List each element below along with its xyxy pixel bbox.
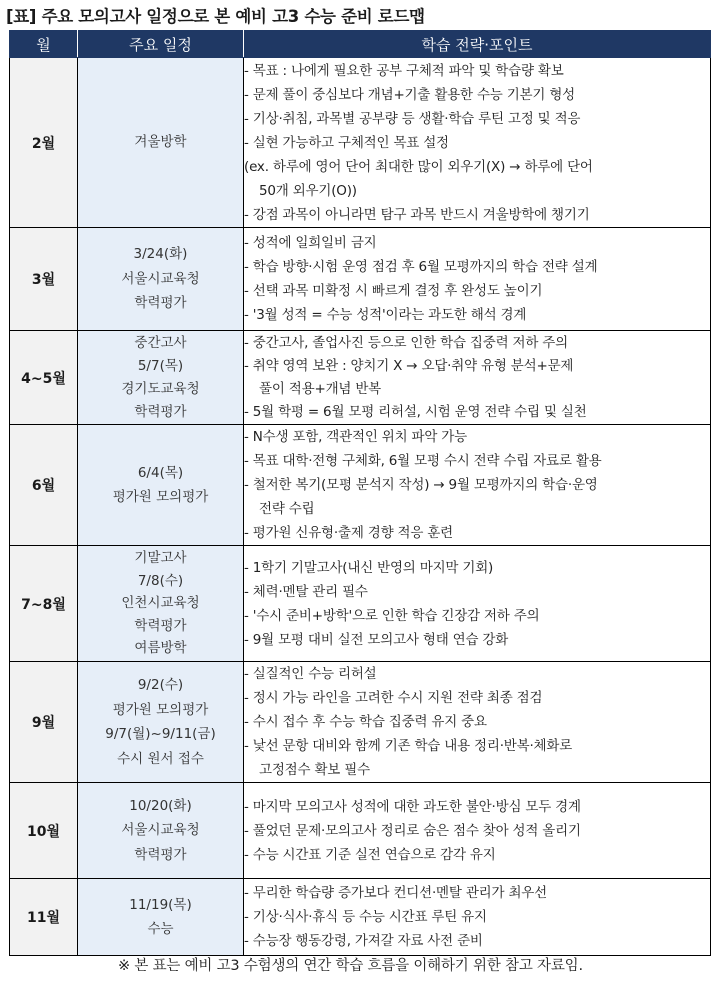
- schedule-line: 3/24(화): [133, 246, 188, 263]
- strategy-cell: [244, 228, 711, 331]
- schedule-line: 경기도교육청: [121, 380, 200, 397]
- month-cell: 4~5월: [10, 331, 78, 425]
- month-cell: 10월: [10, 783, 78, 879]
- table-row: [10, 331, 711, 425]
- schedule-line: 평가원 모의평가: [112, 489, 209, 505]
- strategy-cell: [244, 662, 711, 783]
- page-title: [표] 주요 모의고사 일정으로 본 예비 고3 수능 준비 로드맵: [6, 7, 425, 26]
- strategy-cell: [244, 546, 711, 662]
- month-cell: 9월: [10, 662, 78, 783]
- table-row: [10, 662, 711, 783]
- schedule-line: 10/20(화): [129, 797, 192, 814]
- schedule-cell: [78, 783, 244, 879]
- strategy-line: - 5월 학평 = 6월 모평 리허설, 시험 운영 전략 수립 및 실천: [244, 403, 587, 420]
- strategy-line: - 수시 접수 후 수능 학습 집중력 유지 중요: [244, 714, 487, 730]
- strategy-line: - 수능장 행동강령, 가져갈 자료 사전 준비: [244, 933, 483, 949]
- schedule-line: 9/7(월)~9/11(금): [105, 726, 216, 742]
- schedule-line: 인천시교육청: [121, 595, 200, 612]
- strategy-line: - 정시 가능 라인을 고려한 수시 지원 전략 최종 점검: [244, 690, 543, 706]
- schedule-line: 기말고사: [134, 550, 187, 567]
- strategy-line: - 실질적인 수능 리허설: [244, 666, 377, 682]
- strategy-line: - 기상·식사·휴식 등 수능 시간표 루틴 유지: [244, 909, 487, 925]
- strategy-line: - 기상·취침, 과목별 공부량 등 생활·학습 루틴 고정 및 적응: [244, 110, 581, 127]
- table-row: [10, 228, 711, 331]
- strategy-line: - 철저한 복기(모평 분석지 작성) → 9월 모평까지의 학습·운영: [244, 477, 598, 493]
- month-cell: 3월: [10, 228, 78, 331]
- strategy-line: (ex. 하루에 영어 단어 최대한 많이 외우기(X) → 하루에 단어: [244, 158, 593, 175]
- strategy-line: - 문제 풀이 중심보다 개념+기출 활용한 수능 기본기 형성: [244, 86, 576, 103]
- month-cell: 6월: [10, 425, 78, 546]
- month-cell: 7~8월: [10, 546, 78, 662]
- strategy-line: - 무리한 학습량 증가보다 컨디션·멘탈 관리가 최우선: [244, 885, 547, 901]
- table-header-row: [10, 31, 711, 58]
- month-cell: 2월: [10, 58, 78, 228]
- strategy-line: - 강점 과목이 아니라면 탐구 과목 반드시 겨울방학에 챙기기: [244, 206, 590, 223]
- schedule-line: 9/2(수): [137, 677, 184, 693]
- schedule-line: 학력평가: [134, 295, 187, 312]
- schedule-line: 학력평가: [134, 403, 187, 420]
- schedule-cell: [78, 331, 244, 425]
- table-row: [10, 879, 711, 956]
- strategy-cell: [244, 331, 711, 425]
- strategy-line: - 중간고사, 졸업사진 등으로 인한 학습 집중력 저하 주의: [244, 334, 568, 351]
- strategy-line: - 1학기 기말고사(내신 반영의 마지막 기회): [244, 559, 494, 576]
- strategy-line-continued: 50개 외우기(O)): [259, 182, 357, 199]
- schedule-line: 중간고사: [134, 334, 187, 351]
- strategy-line: - '3월 성적 = 수능 성적'이라는 과도한 해석 경계: [244, 307, 527, 323]
- header-strategy: 학습 전략·포인트: [244, 31, 711, 58]
- schedule-line: 수시 원서 접수: [117, 750, 204, 767]
- schedule-line: 학력평가: [134, 617, 187, 634]
- strategy-cell: [244, 783, 711, 879]
- schedule-line: 5/7(목): [137, 357, 184, 374]
- strategy-line: - '수시 준비+방학'으로 인한 학습 긴장감 저하 주의: [244, 607, 540, 624]
- strategy-line: - 낯선 문항 대비와 함께 기존 학습 내용 정리·반복·체화로: [244, 738, 573, 754]
- strategy-line: - 평가원 신유형·출제 경향 적응 훈련: [244, 525, 453, 541]
- strategy-cell: [244, 425, 711, 546]
- header-month: 월: [10, 31, 78, 58]
- strategy-line: - 성적에 일희일비 금지: [244, 235, 377, 251]
- schedule-line: 학력평가: [134, 846, 187, 863]
- schedule-line: 7/8(수): [137, 572, 184, 589]
- schedule-line: 여름방학: [134, 640, 187, 657]
- strategy-line: - 체력·멘탈 관리 필수: [244, 583, 368, 600]
- strategy-line: - 실현 가능하고 구체적인 목표 설정: [244, 134, 449, 151]
- strategy-line: - 수능 시간표 기준 실전 연습으로 감각 유지: [244, 846, 496, 863]
- roadmap-table: [9, 30, 711, 956]
- strategy-line: - 목표 대학·전형 구체화, 6월 모평 수시 전략 수립 자료로 활용: [244, 453, 602, 469]
- schedule-line: 서울시교육청: [121, 822, 200, 839]
- schedule-line: 겨울방학: [134, 134, 187, 151]
- schedule-cell: [78, 228, 244, 331]
- strategy-line: - N수생 포함, 객관적인 위치 파악 가능: [244, 429, 467, 445]
- schedule-cell: [78, 58, 244, 228]
- strategy-line: - 선택 과목 미확정 시 빠르게 결정 후 완성도 높이기: [244, 283, 543, 299]
- table-row: [10, 783, 711, 879]
- schedule-line: 서울시교육청: [121, 270, 200, 287]
- strategy-cell: [244, 58, 711, 228]
- schedule-line: 6/4(목): [137, 464, 184, 481]
- footnote: ※ 본 표는 예비 고3 수험생의 연간 학습 흐름을 이해하기 위한 참고 자료임.: [118, 958, 583, 974]
- schedule-line: 평가원 모의평가: [112, 701, 209, 718]
- strategy-line-continued: 고정점수 확보 필수: [259, 762, 370, 778]
- strategy-line: - 9월 모평 대비 실전 모의고사 형태 연습 강화: [244, 631, 509, 648]
- strategy-line-continued: 전략 수립: [259, 501, 315, 517]
- month-cell: 11월: [10, 879, 78, 956]
- strategy-line: - 취약 영역 보완 : 양치기 X → 오답·취약 유형 분석+문제: [244, 357, 574, 374]
- strategy-line: - 풀었던 문제·모의고사 정리로 숨은 점수 찾아 성적 올리기: [244, 822, 581, 839]
- schedule-cell: [78, 662, 244, 783]
- schedule-cell: [78, 546, 244, 662]
- schedule-cell: [78, 879, 244, 956]
- strategy-line: - 학습 방향·시험 운영 점검 후 6월 모평까지의 학습 전략 설계: [244, 259, 598, 275]
- strategy-line: - 마지막 모의고사 성적에 대한 과도한 불안·방심 모두 경계: [244, 798, 581, 815]
- schedule-cell: [78, 425, 244, 546]
- table-row: [10, 425, 711, 546]
- strategy-cell: [244, 879, 711, 956]
- header-schedule: 주요 일정: [78, 31, 244, 58]
- table-row: [10, 58, 711, 228]
- strategy-line: - 목표 : 나에게 필요한 공부 구체적 파악 및 학습량 확보: [244, 62, 564, 79]
- table-row: [10, 546, 711, 662]
- strategy-line-continued: 풀이 적용+개념 반복: [259, 380, 382, 397]
- schedule-line: 수능: [147, 921, 174, 937]
- schedule-line: 11/19(목): [129, 896, 192, 913]
